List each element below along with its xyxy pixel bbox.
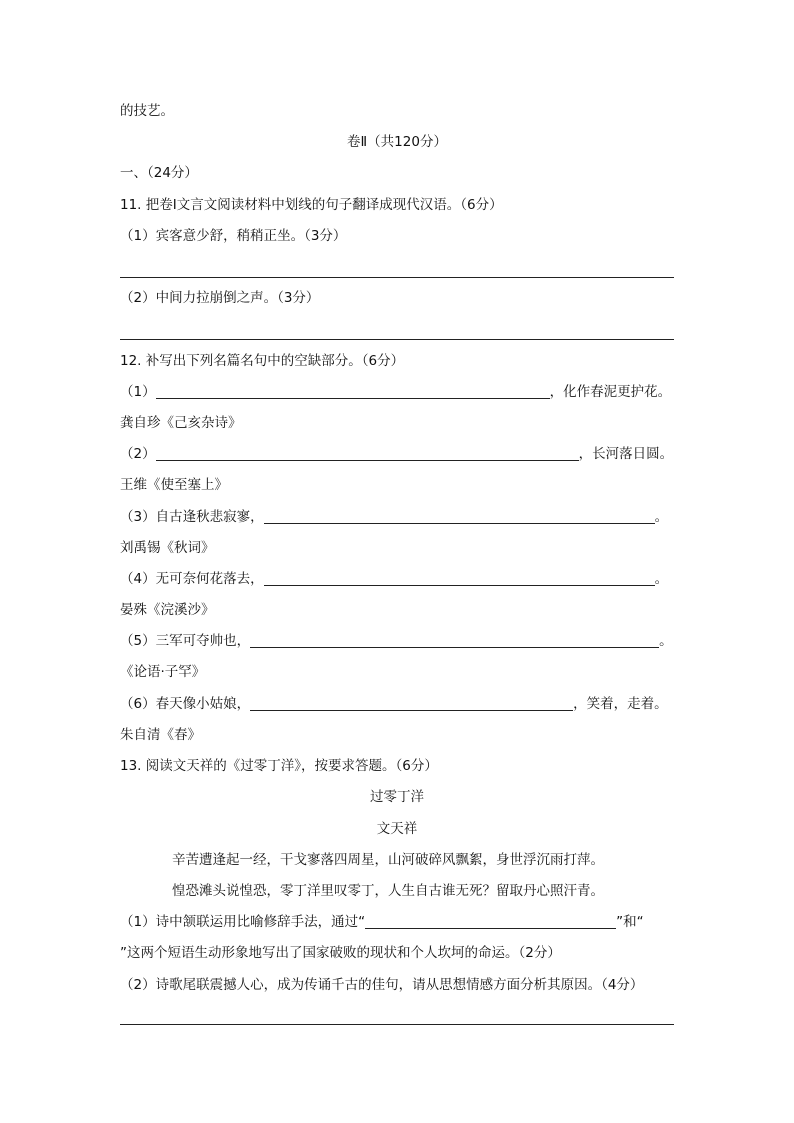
q12-item-1-source: 龚自珍《己亥杂诗》 bbox=[120, 415, 242, 431]
q12-item-6-source: 朱自清《春》 bbox=[120, 727, 201, 743]
q12-item-1-num: （1） bbox=[120, 384, 156, 400]
q12-item-3-before: 自古逢秋悲寂寥， bbox=[155, 509, 264, 525]
q11-stem: 11. 把卷Ⅰ文言文阅读材料中划线的句子翻译成现代汉语。（6分） bbox=[120, 197, 503, 213]
q11-sub1: （1）宾客意少舒，稍稍正坐。（3分） bbox=[120, 228, 347, 244]
q12-item-6 bbox=[120, 698, 668, 712]
q11-sub2-answer-line[interactable] bbox=[120, 339, 674, 340]
q12-item-6-after: ，笑着，走着。 bbox=[573, 696, 668, 712]
q12-item-1 bbox=[120, 386, 671, 400]
q12-item-4-source: 晏殊《浣溪沙》 bbox=[120, 602, 215, 618]
q12-item-2-after: ，长河落日圆。 bbox=[578, 446, 674, 462]
q12-item-3-after: 。 bbox=[654, 509, 669, 525]
q12-item-5-source: 《论语·子罕》 bbox=[120, 664, 206, 680]
q13-stem: 13. 阅读文天祥的《过零丁洋》，按要求答题。（6分） bbox=[120, 758, 438, 774]
q12-item-4-num: （4） bbox=[120, 571, 156, 587]
q12-stem: 12. 补写出下列名篇名句中的空缺部分。（6分） bbox=[120, 353, 405, 369]
q12-item-1-blank[interactable] bbox=[156, 397, 550, 399]
q13-sub1-text-a: （1）诗中颔联运用比喻修辞手法，通过“ bbox=[120, 914, 366, 930]
q13-sub1-line1 bbox=[120, 916, 644, 930]
q13-sub1-text-b: ”和“ bbox=[616, 914, 644, 930]
poem-line-1: 辛苦遭逢起一经，干戈寥落四周星，山河破碎风飘絮，身世浮沉雨打萍。 bbox=[172, 852, 604, 868]
q12-item-3-source: 刘禹锡《秋词》 bbox=[120, 540, 215, 556]
q12-item-2 bbox=[120, 448, 673, 462]
q12-item-2-num: （2） bbox=[120, 446, 156, 462]
q12-item-5-after: 。 bbox=[659, 633, 673, 649]
q11-sub2: （2）中间力拉崩倒之声。（3分） bbox=[120, 290, 320, 306]
poem-title: 过零丁洋 bbox=[370, 789, 424, 805]
q12-item-4-blank[interactable] bbox=[264, 584, 655, 586]
q12-item-6-num: （6） bbox=[120, 696, 156, 712]
q12-item-2-blank[interactable] bbox=[156, 459, 579, 461]
q13-sub2-answer-line[interactable] bbox=[120, 1024, 674, 1025]
q12-item-5-blank[interactable] bbox=[250, 646, 659, 648]
q13-sub1-line2: ”这两个短语生动形象地写出了国家破败的现状和个人坎坷的命运。（2分） bbox=[120, 945, 561, 961]
part-one-heading: 一、（24分） bbox=[120, 165, 198, 181]
q13-sub2: （2）诗歌尾联震撼人心，成为传诵千古的佳句，请从思想情感方面分析其原因。（4分） bbox=[120, 977, 644, 993]
q12-item-3-blank[interactable] bbox=[264, 522, 655, 524]
top-fragment-text: 的技艺。 bbox=[120, 103, 174, 119]
q12-item-6-before: 春天像小姑娘， bbox=[155, 696, 251, 712]
q12-item-5-num: （5） bbox=[120, 633, 156, 649]
q12-item-5 bbox=[120, 635, 673, 649]
q12-item-5-before: 三军可夺帅也， bbox=[155, 633, 251, 649]
poem-line-2: 惶恐滩头说惶恐，零丁洋里叹零丁，人生自古谁无死？留取丹心照汗青。 bbox=[172, 883, 604, 899]
poem-author: 文天祥 bbox=[376, 821, 418, 837]
section-title: 卷Ⅱ（共120分） bbox=[347, 134, 447, 150]
q12-item-2-source: 王维《使至塞上》 bbox=[120, 477, 228, 493]
q12-item-4-after: 。 bbox=[654, 571, 669, 587]
q11-sub1-answer-line[interactable] bbox=[120, 277, 674, 278]
q12-item-1-after: ，化作春泥更护花。 bbox=[549, 384, 672, 400]
q13-sub1-blank[interactable] bbox=[365, 927, 616, 929]
q12-item-3-num: （3） bbox=[120, 509, 156, 525]
q12-item-4 bbox=[120, 573, 668, 587]
q12-item-6-blank[interactable] bbox=[250, 709, 573, 711]
q12-item-3 bbox=[120, 511, 668, 525]
q12-item-4-before: 无可奈何花落去， bbox=[155, 571, 264, 587]
